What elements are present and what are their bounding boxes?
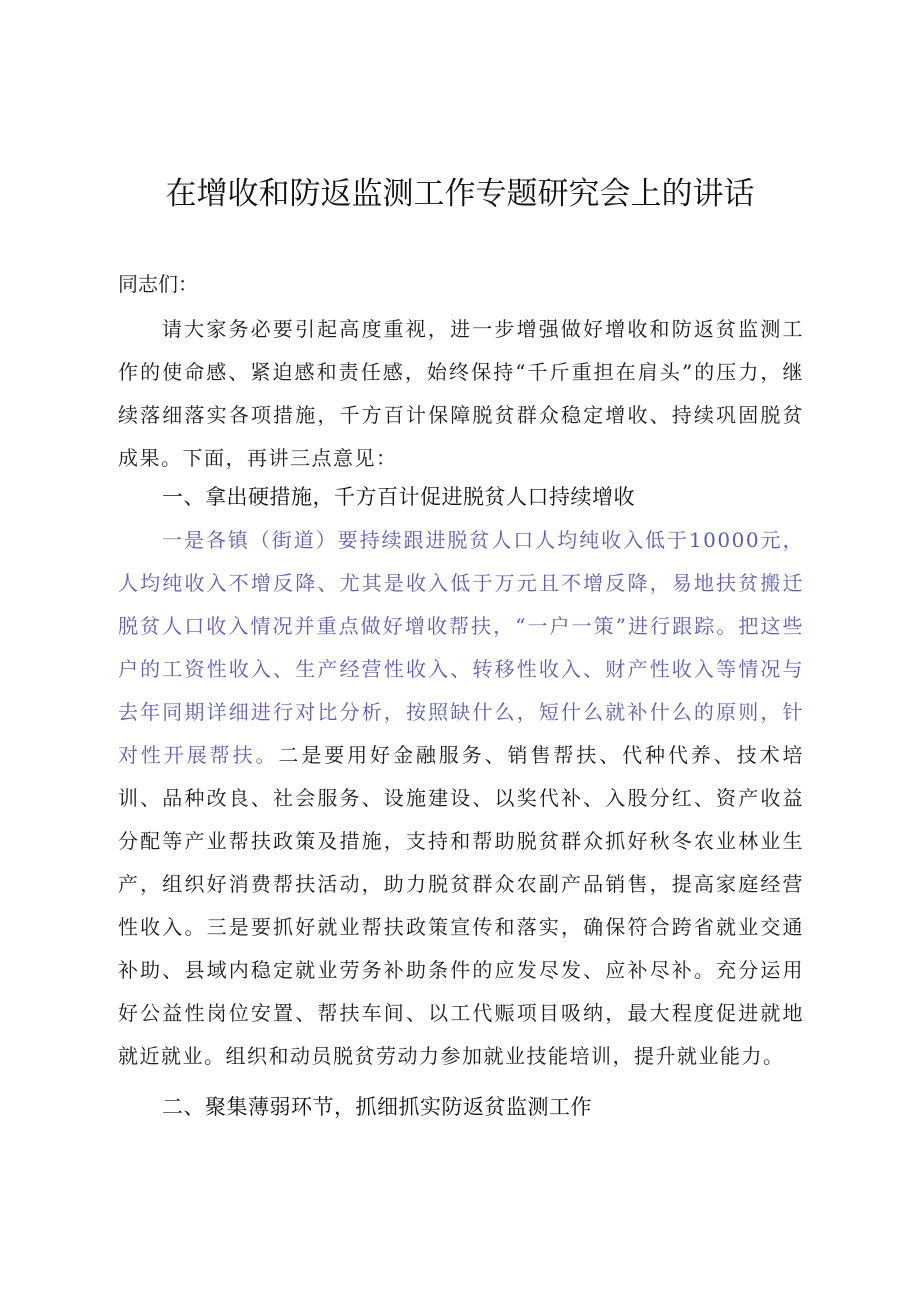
salutation: 同志们： xyxy=(118,272,198,296)
paragraph-intro: 请大家务必要引起高度重视，进一步增强做好增收和防返贫监测工作的使命感、紧迫感和责任感，始终保持“千斤重担在肩头”的压力，继续落细落实各项措施，千方百计保障脱贫群众稳定增收、持续巩固脱贫成果。下面，再讲三点意见： xyxy=(118,317,804,470)
paragraph-measures-rest: 二是要用好金融服务、销售帮扶、代种代养、技术培训、品种改良、社会服务、设施建设、以奖代补、入股分红、资产收益分配等产业帮扶政策及措施，支持和帮助脱贫群众抓好秋冬农业林业生产，组织好消费帮扶活动，助力脱贫群众农副产品销售，提高家庭经营性收入。三是要抓好就业帮扶政策宣传和落实，确保符合跨省就业交通补助、县域内稳定就业劳务补助条件的应发尽发、应补尽补。充分运用好公益性岗位安置、帮扶车间、以工代赈项目吸纳，最大程度促进就地就近就业。组织和动员脱贫劳动力参加就业技能培训，提升就业能力。 xyxy=(118,743,805,1068)
section-heading-1: 一、拿出硬措施，千方百计促进脱贫人口持续增收 xyxy=(162,485,635,509)
section-heading-2: 二、聚集薄弱环节，抓细抓实防返贫监测工作 xyxy=(162,1095,592,1119)
highlighted-text: 一是各镇（街道）要持续跟进脱贫人口人均纯收入低于10000元，人均纯收入不增反降、尤其是收入低于万元且不增反降，易地扶贫搬迁脱贫人口收入情况并重点做好增收帮扶，“一户一策”进行跟踪。把这些户的工资性收入、生产经营性收入、转移性收入、财产性收入等情况与去年同期详细进行对比分析，按照缺什么，短什么就补什么的原则，针对性开展帮扶。 xyxy=(118,528,804,767)
document-title: 在增收和防返监测工作专题研究会上的讲话 xyxy=(165,176,755,212)
paragraph-measures xyxy=(118,519,804,1078)
